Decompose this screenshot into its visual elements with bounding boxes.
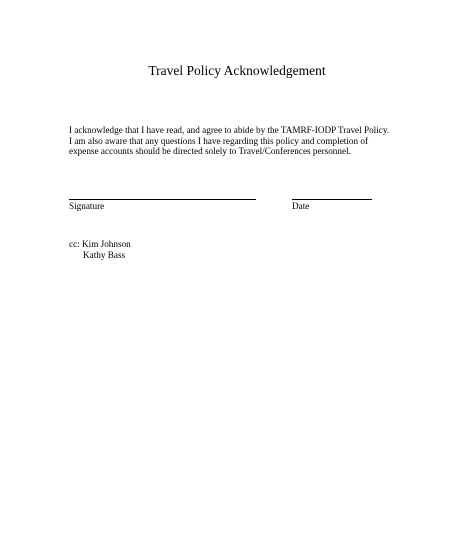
paragraph-line-3: expense accounts should be directed solely to Travel/Conferences personnel. — [69, 146, 351, 157]
cc-list — [69, 239, 131, 261]
acknowledgement-paragraph — [69, 125, 409, 157]
paragraph-line-2: I am also aware that any questions I have regarding this policy and completion of — [69, 135, 369, 146]
date-line — [292, 199, 372, 200]
paragraph-line-1: I acknowledge that I have read, and agree to abide by the TAMRF-IODP Travel Policy. — [69, 125, 390, 135]
cc-recipient-1: cc: Kim Johnson — [69, 239, 131, 249]
date-label: Date — [292, 201, 310, 211]
signature-label: Signature — [69, 201, 105, 211]
document-title: Travel Policy Acknowledgement — [148, 63, 326, 78]
cc-recipient-2: Kathy Bass — [83, 249, 126, 260]
signature-line — [69, 199, 256, 200]
